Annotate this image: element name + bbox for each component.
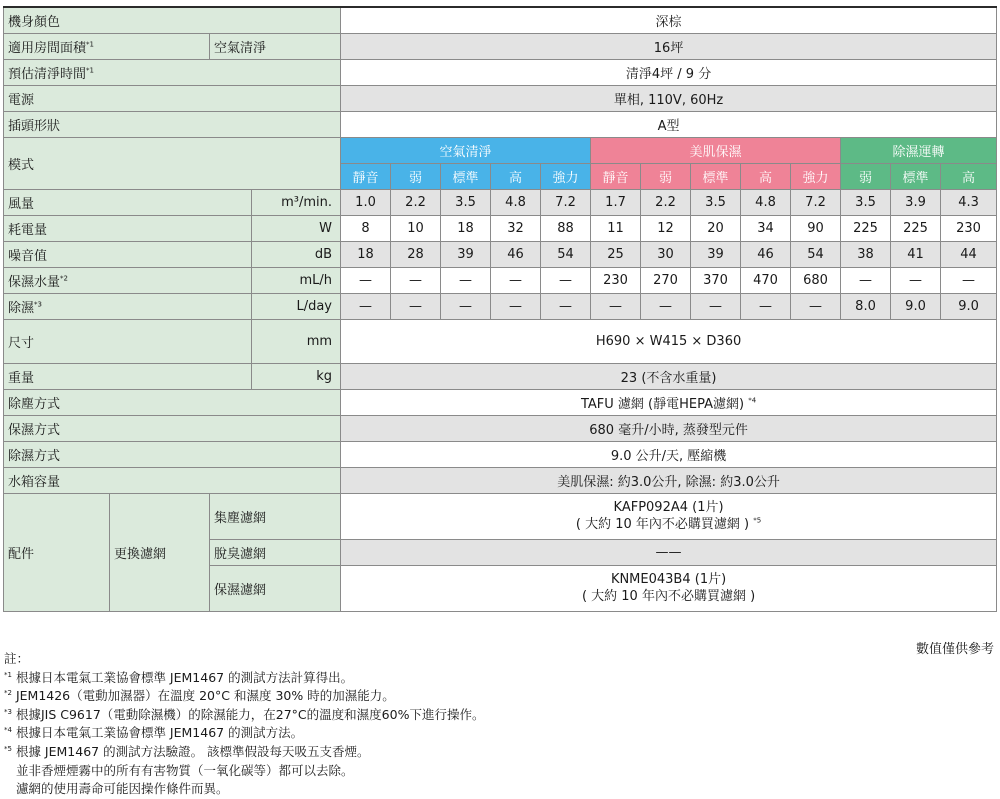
humid-value: 370	[691, 267, 741, 293]
mode-deh-2: 高	[941, 163, 997, 189]
label-deodor-filter: 脫臭濾網	[210, 539, 341, 565]
label-color: 機身顏色	[4, 7, 341, 33]
dehumid-value: —	[391, 293, 441, 319]
noise-value: 54	[541, 241, 591, 267]
footnotes	[4, 650, 484, 799]
humid-value: —	[841, 267, 891, 293]
humid-value: 230	[591, 267, 641, 293]
dehumid-value: —	[791, 293, 841, 319]
label-power-use: 耗電量	[4, 215, 252, 241]
airflow-value: 7.2	[541, 189, 591, 215]
airflow-value: 7.2	[791, 189, 841, 215]
power-use-value: 225	[841, 215, 891, 241]
note-3: $^{*3}$ 根據JIS C9617（電動除濕機）的除濕能力，在27°C的溫度和濕度60%下進行操作。	[4, 706, 485, 722]
humid-value: —	[441, 267, 491, 293]
value-dust: TAFU 濾網 (靜電HEPA濾網) $^{*4}$	[341, 389, 997, 415]
airflow-value: 3.5	[441, 189, 491, 215]
noise-value: 44	[941, 241, 997, 267]
row-tank	[4, 467, 997, 493]
noise-value: 25	[591, 241, 641, 267]
row-dehumid	[4, 293, 997, 319]
value-plug: A型	[341, 111, 997, 137]
airflow-value: 3.5	[691, 189, 741, 215]
label-power: 電源	[4, 85, 341, 111]
group-dehumid: 除濕運轉	[841, 137, 997, 163]
value-deh-method: 9.0 公升/天, 壓縮機	[341, 441, 997, 467]
humid-value: —	[391, 267, 441, 293]
power-use-value: 32	[491, 215, 541, 241]
mode-skin-4: 強力	[791, 163, 841, 189]
noise-value: 30	[641, 241, 691, 267]
humid-value: —	[941, 267, 997, 293]
row-room	[4, 33, 997, 59]
humid-value: —	[341, 267, 391, 293]
airflow-value: 2.2	[391, 189, 441, 215]
noise-value: 46	[741, 241, 791, 267]
row-dust	[4, 389, 997, 415]
mode-air-0: 靜音	[341, 163, 391, 189]
value-humid-method: 680 毫升/小時, 蒸發型元件	[341, 415, 997, 441]
label-airflow: 風量	[4, 189, 252, 215]
notes-title: 註：	[4, 651, 30, 666]
dehumid-value: 9.0	[941, 293, 997, 319]
dehumid-value: 8.0	[841, 293, 891, 319]
dehumid-value: 9.0	[891, 293, 941, 319]
label-dehumid: 除濕$^{*3}$	[4, 293, 252, 319]
value-power: 單相, 110V, 60Hz	[341, 85, 997, 111]
note-1: $^{*1}$ 根據日本電氣工業協會標準 JEM1467 的測試方法計算得出。	[4, 669, 354, 685]
mode-skin-3: 高	[741, 163, 791, 189]
value-weight: 23 (不含水重量)	[341, 363, 997, 389]
mode-air-3: 高	[491, 163, 541, 189]
note-4: $^{*4}$ 根據日本電氣工業協會標準 JEM1467 的測試方法。	[4, 725, 304, 741]
value-deodor-filter: ——	[341, 539, 997, 565]
mode-deh-1: 標準	[891, 163, 941, 189]
airflow-value: 2.2	[641, 189, 691, 215]
label-weight: 重量	[4, 363, 252, 389]
room-mode: 空氣清淨	[210, 33, 341, 59]
humid-value: —	[491, 267, 541, 293]
value-room: 16坪	[341, 33, 997, 59]
airflow-value: 3.5	[841, 189, 891, 215]
note-5: $^{*5}$ 根據 JEM1467 的測試方法驗證。 該標準假設每天吸五支香煙。	[4, 743, 370, 759]
unit-noise: dB	[252, 241, 341, 267]
unit-airflow: m³/min.	[252, 189, 341, 215]
label-room: 適用房間面積$^{*1}$	[4, 33, 210, 59]
label-humid-method: 保濕方式	[4, 415, 341, 441]
row-power	[4, 85, 997, 111]
power-use-value: 18	[441, 215, 491, 241]
airflow-value: 4.8	[491, 189, 541, 215]
note-5-line-3: 濾網的使用壽命可能因操作條件而異。	[16, 781, 229, 797]
unit-humid: mL/h	[252, 267, 341, 293]
unit-power-use: W	[252, 215, 341, 241]
label-dust-filter: 集塵濾網	[210, 493, 341, 539]
mode-skin-2: 標準	[691, 163, 741, 189]
dehumid-value: —	[541, 293, 591, 319]
power-use-value: 12	[641, 215, 691, 241]
value-clean-time: 清淨4坪 / 9 分	[341, 59, 997, 85]
label-tank: 水箱容量	[4, 467, 341, 493]
airflow-value: 1.7	[591, 189, 641, 215]
label-humid: 保濕水量$^{*2}$	[4, 267, 252, 293]
row-humid-method	[4, 415, 997, 441]
mode-deh-0: 弱	[841, 163, 891, 189]
airflow-value: 4.8	[741, 189, 791, 215]
power-use-value: 8	[341, 215, 391, 241]
noise-value: 54	[791, 241, 841, 267]
group-air-clean: 空氣清淨	[341, 137, 591, 163]
power-use-value: 230	[941, 215, 997, 241]
power-use-value: 11	[591, 215, 641, 241]
label-noise: 噪音值	[4, 241, 252, 267]
mode-air-2: 標準	[441, 163, 491, 189]
row-clean-time	[4, 59, 997, 85]
label-mode: 模式	[4, 137, 341, 189]
noise-value: 38	[841, 241, 891, 267]
value-tank: 美肌保濕: 約3.0公升, 除濕: 約3.0公升	[341, 467, 997, 493]
airflow-value: 4.3	[941, 189, 997, 215]
noise-value: 18	[341, 241, 391, 267]
label-deh-method: 除濕方式	[4, 441, 341, 467]
mode-skin-0: 靜音	[591, 163, 641, 189]
value-color: 深棕	[341, 7, 997, 33]
dehumid-value: —	[741, 293, 791, 319]
power-use-value: 225	[891, 215, 941, 241]
value-dust-filter: KAFP092A4 (1片) ( 大約 10 年內不必購買濾網 ) $^{*5}$	[341, 493, 997, 539]
mode-air-4: 強力	[541, 163, 591, 189]
power-use-value: 20	[691, 215, 741, 241]
mode-skin-1: 弱	[641, 163, 691, 189]
group-skin-humid: 美肌保濕	[591, 137, 841, 163]
unit-weight: kg	[252, 363, 341, 389]
row-plug	[4, 111, 997, 137]
label-dust: 除塵方式	[4, 389, 341, 415]
label-parts-sub: 更換濾網	[110, 493, 210, 611]
mode-air-1: 弱	[391, 163, 441, 189]
row-power-use	[4, 215, 997, 241]
label-humid-filter: 保濕濾網	[210, 565, 341, 611]
unit-dehumid: L/day	[252, 293, 341, 319]
note-5-line-2: 並非香煙煙霧中的所有有害物質（一氧化碳等）都可以去除。	[16, 762, 354, 778]
dehumid-value: —	[341, 293, 391, 319]
noise-value: 41	[891, 241, 941, 267]
power-use-value: 10	[391, 215, 441, 241]
humid-value: —	[541, 267, 591, 293]
row-color	[4, 7, 997, 33]
noise-value: 28	[391, 241, 441, 267]
row-deh-method	[4, 441, 997, 467]
humid-value: 680	[791, 267, 841, 293]
humid-value: 470	[741, 267, 791, 293]
row-parts-dust	[4, 493, 997, 539]
label-clean-time: 預估清淨時間$^{*1}$	[4, 59, 341, 85]
dehumid-value: —	[691, 293, 741, 319]
dehumid-value: —	[641, 293, 691, 319]
humid-value: —	[891, 267, 941, 293]
row-size	[4, 319, 997, 363]
humid-value: 270	[641, 267, 691, 293]
note-2: $^{*2}$ JEM1426（電動加濕器）在溫度 20°C 和濕度 30% 時的加濕能力。	[4, 688, 395, 704]
noise-value: 39	[691, 241, 741, 267]
row-airflow	[4, 189, 997, 215]
airflow-value: 3.9	[891, 189, 941, 215]
power-use-value: 90	[791, 215, 841, 241]
dehumid-value: —	[491, 293, 541, 319]
label-size: 尺寸	[4, 319, 252, 363]
value-humid-filter: KNME043B4 (1片) ( 大約 10 年內不必購買濾網 )	[341, 565, 997, 611]
row-weight	[4, 363, 997, 389]
spec-table	[3, 6, 997, 612]
unit-size: mm	[252, 319, 341, 363]
value-size: H690 × W415 × D360	[341, 319, 997, 363]
dehumid-value: —	[591, 293, 641, 319]
label-parts: 配件	[4, 493, 110, 611]
airflow-value: 1.0	[341, 189, 391, 215]
reference-note: 數值僅供參考	[915, 642, 994, 657]
noise-value: 46	[491, 241, 541, 267]
row-mode-groups	[4, 137, 997, 163]
power-use-value: 88	[541, 215, 591, 241]
label-plug: 插頭形狀	[4, 111, 341, 137]
power-use-value: 34	[741, 215, 791, 241]
noise-value: 39	[441, 241, 491, 267]
dehumid-value: —	[441, 293, 491, 319]
row-humid	[4, 267, 997, 293]
row-noise	[4, 241, 997, 267]
